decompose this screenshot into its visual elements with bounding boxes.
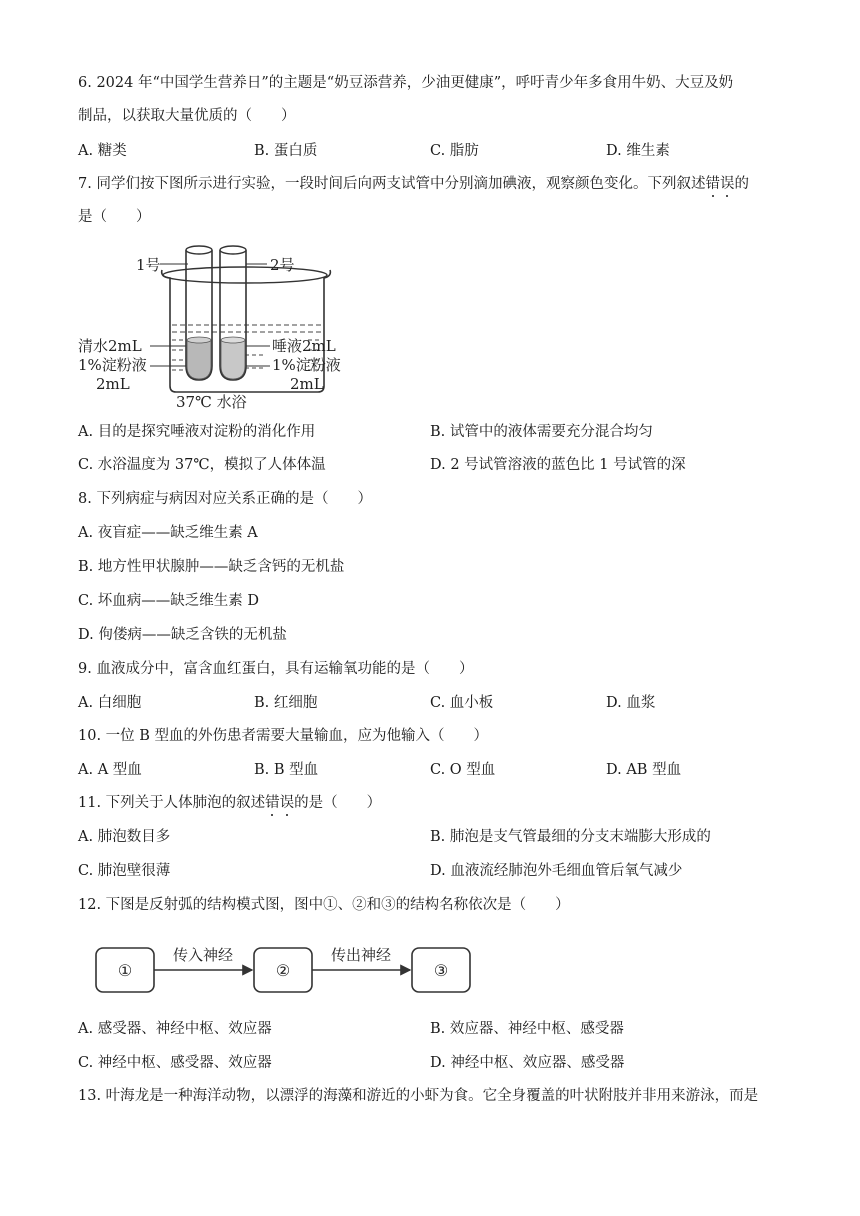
emphasis-char: 错 <box>705 176 720 192</box>
q7-option-a[interactable]: A. 目的是探究唾液对淀粉的消化作用 <box>78 424 316 440</box>
q6-option-c[interactable]: C. 脂肪 <box>430 143 479 159</box>
q8-option-c[interactable]: C. 坏血病——缺乏维生素 D <box>78 593 260 609</box>
q12-option-a[interactable]: A. 感受器、神经中枢、效应器 <box>78 1021 272 1037</box>
box-3-label: ③ <box>433 961 449 980</box>
q9-option-a[interactable]: A. 白细胞 <box>78 695 142 711</box>
q7-option-d[interactable]: D. 2 号试管溶液的蓝色比 1 号试管的深 <box>430 457 686 473</box>
q8-option-a[interactable]: A. 夜盲症——缺乏维生素 A <box>78 525 258 541</box>
q7-option-b[interactable]: B. 试管中的液体需要充分混合均匀 <box>430 424 653 440</box>
emphasis-char: 误 <box>279 795 295 811</box>
tube2-label: 2号 <box>270 256 295 274</box>
q11-option-d[interactable]: D. 血液流经肺泡外毛细血管后氧气减少 <box>430 863 683 879</box>
q12-option-c[interactable]: C. 神经中枢、感受器、效应器 <box>78 1055 272 1071</box>
q8-stem: 8. 下列病症与病因对应关系正确的是（ ） <box>78 491 372 507</box>
q11-option-a[interactable]: A. 肺泡数目多 <box>78 829 171 845</box>
q11-option-c[interactable]: C. 肺泡壁很薄 <box>78 863 171 879</box>
box-2-label: ② <box>275 961 291 980</box>
q13-stem-line1: 13. 叶海龙是一种海洋动物，以漂浮的海藻和游近的小虾为食。它全身覆盖的叶状附肢并非用来游泳，而是 <box>78 1088 759 1104</box>
efferent-nerve-label: 传出神经 <box>330 946 392 964</box>
q6-option-b[interactable]: B. 蛋白质 <box>254 143 318 159</box>
box-1-label: ① <box>117 961 133 980</box>
emphasis-char: 误 <box>719 176 735 192</box>
q12-stem: 12. 下图是反射弧的结构模式图，图中①、②和③的结构名称依次是（ ） <box>78 897 570 913</box>
q12-option-d[interactable]: D. 神经中枢、效应器、感受器 <box>430 1055 625 1071</box>
left-label-volume: 2mL <box>96 375 130 393</box>
q7-stem-line2: 是（ ） <box>78 209 151 225</box>
q6-stem-line2: 制品，以获取大量优质的（ ） <box>78 108 296 124</box>
q6-option-d[interactable]: D. 维生素 <box>606 143 670 159</box>
q11-stem: 11. 下列关于人体肺泡的叙述错误的是（ ） <box>78 795 382 811</box>
q11-option-b[interactable]: B. 肺泡是支气管最细的分支末端膨大形成的 <box>430 829 711 845</box>
q6-option-a[interactable]: A. 糖类 <box>78 143 127 159</box>
right-label-starch: 1%淀粉液 <box>272 356 341 374</box>
q10-option-d[interactable]: D. AB 型血 <box>606 762 682 778</box>
q6-stem-line1: 6. 2024 年“中国学生营养日”的主题是“奶豆添营养，少油更健康”，呼吁青少年多食用牛奶、大豆及奶 <box>78 75 734 91</box>
reflex-arc-diagram <box>90 936 480 1000</box>
q7-stem-line1: 7. 同学们按下图所示进行实验，一段时间后向两支试管中分别滴加碘液，观察颜色变化。下列叙述错误的 <box>78 176 749 192</box>
q8-option-d[interactable]: D. 佝偻病——缺乏含铁的无机盐 <box>78 627 287 643</box>
q7-option-c[interactable]: C. 水浴温度为 37℃，模拟了人体体温 <box>78 457 326 473</box>
right-label-volume: 2mL <box>290 375 324 393</box>
q9-stem: 9. 血液成分中，富含血红蛋白，具有运输氧功能的是（ ） <box>78 661 474 677</box>
q10-option-b[interactable]: B. B 型血 <box>254 762 319 778</box>
tube1-label: 1号 <box>136 256 161 274</box>
q10-option-c[interactable]: C. O 型血 <box>430 762 496 778</box>
q9-option-b[interactable]: B. 红细胞 <box>254 695 318 711</box>
right-label-saliva: 唾液2mL <box>272 337 336 355</box>
experiment-figure <box>74 240 364 410</box>
q12-option-b[interactable]: B. 效应器、神经中枢、感受器 <box>430 1021 624 1037</box>
left-label-starch: 1%淀粉液 <box>78 356 147 374</box>
afferent-nerve-label: 传入神经 <box>172 946 234 964</box>
q10-option-a[interactable]: A. A 型血 <box>78 762 142 778</box>
q9-option-d[interactable]: D. 血浆 <box>606 695 656 711</box>
q8-option-b[interactable]: B. 地方性甲状腺肿——缺乏含钙的无机盐 <box>78 559 345 575</box>
left-label-water: 清水2mL <box>78 337 142 355</box>
q9-option-c[interactable]: C. 血小板 <box>430 695 494 711</box>
water-bath-label: 37℃ 水浴 <box>176 393 247 410</box>
q10-stem: 10. 一位 B 型血的外伤患者需要大量输血，应为他输入（ ） <box>78 728 489 744</box>
emphasis-char: 错 <box>265 795 280 811</box>
